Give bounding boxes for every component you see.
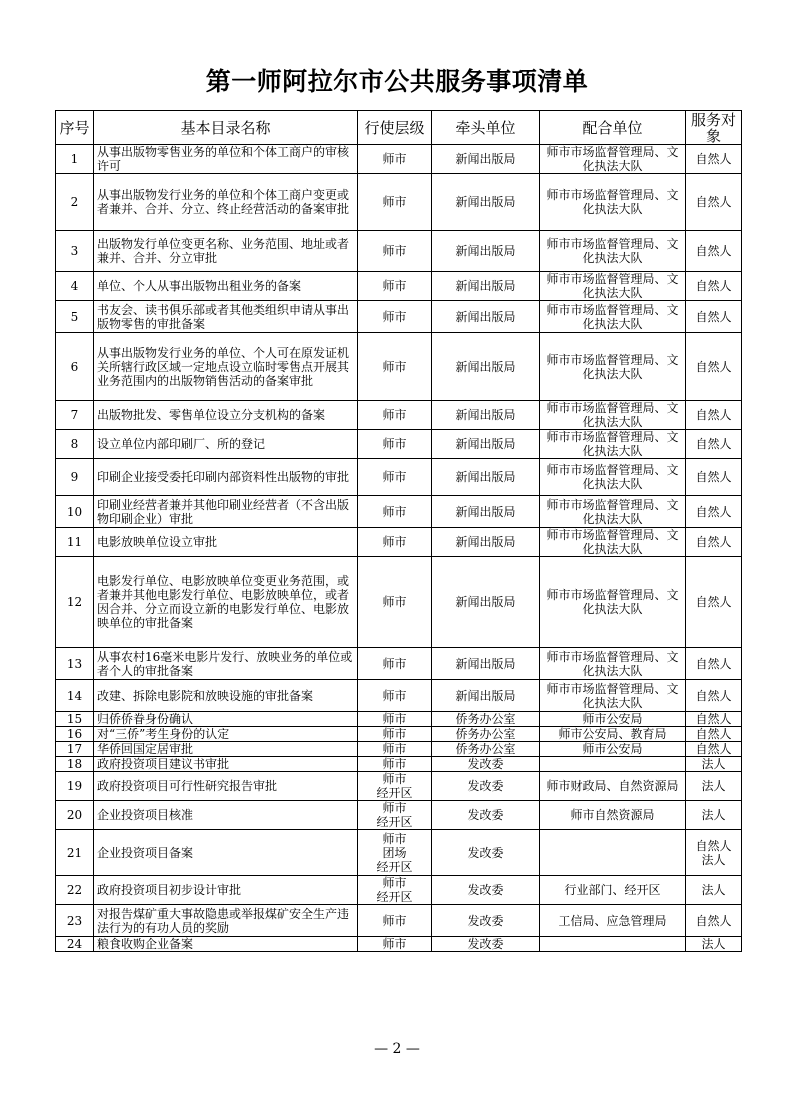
table-row	[56, 727, 742, 742]
cell-level: 师市	[358, 742, 432, 757]
cell-name: 对报告煤矿重大事故隐患或举报煤矿安全生产违法行为的有功人员的奖励	[94, 905, 358, 937]
table-row	[56, 680, 742, 712]
cell-lead: 新闻出版局	[432, 231, 540, 272]
cell-no: 14	[56, 680, 94, 712]
cell-lead: 侨务办公室	[432, 712, 540, 727]
cell-coop: 师市市场监督管理局、文化执法大队	[540, 459, 686, 496]
cell-coop: 工信局、应急管理局	[540, 905, 686, 937]
cell-target: 自然人	[686, 557, 742, 648]
cell-name: 政府投资项目可行性研究报告审批	[94, 772, 358, 801]
cell-level: 师市	[358, 272, 432, 301]
table-row	[56, 174, 742, 231]
cell-coop: 行业部门、经开区	[540, 876, 686, 905]
cell-coop: 师市市场监督管理局、文化执法大队	[540, 496, 686, 528]
cell-level: 师市	[358, 937, 432, 952]
cell-name: 改建、拆除电影院和放映设施的审批备案	[94, 680, 358, 712]
cell-lead: 发改委	[432, 772, 540, 801]
cell-level: 师市	[358, 905, 432, 937]
cell-level: 师市	[358, 648, 432, 680]
cell-lead: 新闻出版局	[432, 496, 540, 528]
cell-level: 师市	[358, 496, 432, 528]
cell-name: 对“三侨”考生身份的认定	[94, 727, 358, 742]
cell-level: 师市	[358, 231, 432, 272]
cell-target: 自然人	[686, 459, 742, 496]
cell-target: 自然人	[686, 174, 742, 231]
cell-target: 自然人	[686, 905, 742, 937]
cell-level: 师市 团场 经开区	[358, 830, 432, 876]
table-row	[56, 905, 742, 937]
cell-coop: 师市市场监督管理局、文化执法大队	[540, 231, 686, 272]
cell-no: 8	[56, 430, 94, 459]
cell-no: 5	[56, 301, 94, 333]
cell-no: 19	[56, 772, 94, 801]
cell-name: 企业投资项目备案	[94, 830, 358, 876]
cell-target: 自然人	[686, 272, 742, 301]
cell-lead: 侨务办公室	[432, 742, 540, 757]
cell-level: 师市	[358, 528, 432, 557]
table-row	[56, 648, 742, 680]
page-title: 第一师阿拉尔市公共服务事项清单	[205, 67, 589, 96]
table-row	[56, 712, 742, 727]
service-items-table	[55, 110, 742, 952]
cell-level: 师市	[358, 301, 432, 333]
cell-target: 自然人 法人	[686, 830, 742, 876]
cell-lead: 侨务办公室	[432, 727, 540, 742]
cell-name: 归侨侨眷身份确认	[94, 712, 358, 727]
cell-name: 从事出版物发行业务的单位、个人可在原发证机关所辖行政区域一定地点设立临时零售点开展其业务范围内的出版物销售活动的备案审批	[94, 333, 358, 401]
cell-no: 16	[56, 727, 94, 742]
table-row	[56, 231, 742, 272]
cell-name: 印刷企业接受委托印刷内部资料性出版物的审批	[94, 459, 358, 496]
cell-name: 设立单位内部印刷厂、所的登记	[94, 430, 358, 459]
cell-level: 师市	[358, 727, 432, 742]
cell-target: 自然人	[686, 648, 742, 680]
cell-no: 21	[56, 830, 94, 876]
cell-coop: 师市市场监督管理局、文化执法大队	[540, 272, 686, 301]
table-row	[56, 272, 742, 301]
cell-no: 3	[56, 231, 94, 272]
cell-no: 1	[56, 145, 94, 174]
cell-target: 自然人	[686, 401, 742, 430]
cell-name: 单位、个人从事出版物出租业务的备案	[94, 272, 358, 301]
table-row	[56, 401, 742, 430]
table-row	[56, 557, 742, 648]
cell-name: 从事出版物发行业务的单位和个体工商户变更或者兼并、合并、分立、终止经营活动的备案审批	[94, 174, 358, 231]
cell-coop	[540, 937, 686, 952]
table-row	[56, 459, 742, 496]
cell-no: 22	[56, 876, 94, 905]
cell-coop: 师市公安局、教育局	[540, 727, 686, 742]
cell-level: 师市	[358, 459, 432, 496]
cell-coop: 师市自然资源局	[540, 801, 686, 830]
header-level: 行使层级	[358, 111, 432, 145]
header-lead: 牵头单位	[432, 111, 540, 145]
cell-name: 政府投资项目初步设计审批	[94, 876, 358, 905]
table-row	[56, 301, 742, 333]
cell-lead: 发改委	[432, 905, 540, 937]
cell-level: 师市	[358, 712, 432, 727]
cell-level: 师市	[358, 333, 432, 401]
cell-lead: 新闻出版局	[432, 333, 540, 401]
table-row	[56, 757, 742, 772]
cell-lead: 新闻出版局	[432, 430, 540, 459]
cell-target: 自然人	[686, 301, 742, 333]
cell-target: 法人	[686, 937, 742, 952]
cell-no: 11	[56, 528, 94, 557]
cell-name: 政府投资项目建议书审批	[94, 757, 358, 772]
cell-target: 自然人	[686, 528, 742, 557]
cell-lead: 新闻出版局	[432, 648, 540, 680]
cell-no: 9	[56, 459, 94, 496]
cell-level: 师市	[358, 401, 432, 430]
table-row	[56, 333, 742, 401]
cell-no: 12	[56, 557, 94, 648]
cell-coop: 师市市场监督管理局、文化执法大队	[540, 401, 686, 430]
header-coop: 配合单位	[540, 111, 686, 145]
cell-level: 师市 经开区	[358, 801, 432, 830]
cell-name: 从事出版物零售业务的单位和个体工商户的审核许可	[94, 145, 358, 174]
cell-no: 17	[56, 742, 94, 757]
cell-lead: 新闻出版局	[432, 401, 540, 430]
cell-lead: 新闻出版局	[432, 145, 540, 174]
cell-name: 书友会、读书俱乐部或者其他类组织申请从事出版物零售的审批备案	[94, 301, 358, 333]
cell-level: 师市	[358, 145, 432, 174]
cell-target: 法人	[686, 772, 742, 801]
cell-coop: 师市市场监督管理局、文化执法大队	[540, 680, 686, 712]
cell-name: 出版物批发、零售单位设立分支机构的备案	[94, 401, 358, 430]
cell-no: 24	[56, 937, 94, 952]
cell-name: 华侨回国定居审批	[94, 742, 358, 757]
cell-coop	[540, 757, 686, 772]
cell-target: 法人	[686, 876, 742, 905]
cell-lead: 发改委	[432, 757, 540, 772]
cell-target: 法人	[686, 801, 742, 830]
cell-level: 师市	[358, 757, 432, 772]
cell-lead: 新闻出版局	[432, 528, 540, 557]
cell-no: 7	[56, 401, 94, 430]
cell-level: 师市	[358, 174, 432, 231]
table-header-row	[56, 111, 742, 145]
cell-lead: 新闻出版局	[432, 680, 540, 712]
cell-target: 自然人	[686, 727, 742, 742]
cell-level: 师市 经开区	[358, 876, 432, 905]
cell-lead: 新闻出版局	[432, 459, 540, 496]
cell-coop	[540, 830, 686, 876]
cell-lead: 发改委	[432, 830, 540, 876]
cell-coop: 师市市场监督管理局、文化执法大队	[540, 333, 686, 401]
table-row	[56, 772, 742, 801]
cell-name: 电影发行单位、电影放映单位变更业务范围，或者兼并其他电影发行单位、电影放映单位，或者因合并、分立而设立新的电影发行单位、电影放映单位的审批备案	[94, 557, 358, 648]
cell-lead: 新闻出版局	[432, 301, 540, 333]
cell-name: 粮食收购企业备案	[94, 937, 358, 952]
cell-name: 电影放映单位设立审批	[94, 528, 358, 557]
cell-name: 从事农村16毫米电影片发行、放映业务的单位或者个人的审批备案	[94, 648, 358, 680]
header-name: 基本目录名称	[94, 111, 358, 145]
cell-target: 自然人	[686, 231, 742, 272]
cell-level: 师市 经开区	[358, 772, 432, 801]
cell-lead: 发改委	[432, 937, 540, 952]
cell-coop: 师市市场监督管理局、文化执法大队	[540, 174, 686, 231]
cell-no: 18	[56, 757, 94, 772]
table-row	[56, 528, 742, 557]
cell-level: 师市	[358, 430, 432, 459]
header-no: 序号	[56, 111, 94, 145]
cell-lead: 发改委	[432, 876, 540, 905]
cell-target: 自然人	[686, 333, 742, 401]
cell-no: 2	[56, 174, 94, 231]
cell-name: 印刷业经营者兼并其他印刷业经营者（不含出版物印刷企业）审批	[94, 496, 358, 528]
table-row	[56, 145, 742, 174]
cell-coop: 师市市场监督管理局、文化执法大队	[540, 430, 686, 459]
cell-level: 师市	[358, 680, 432, 712]
cell-target: 自然人	[686, 496, 742, 528]
cell-coop: 师市公安局	[540, 712, 686, 727]
cell-target: 自然人	[686, 430, 742, 459]
page-number: — 2 —	[374, 1041, 420, 1057]
cell-name: 企业投资项目核准	[94, 801, 358, 830]
cell-level: 师市	[358, 557, 432, 648]
cell-coop: 师市市场监督管理局、文化执法大队	[540, 648, 686, 680]
cell-lead: 发改委	[432, 801, 540, 830]
header-target: 服务对象	[686, 111, 742, 145]
table-body	[56, 145, 742, 952]
table-row	[56, 742, 742, 757]
cell-coop: 师市公安局	[540, 742, 686, 757]
cell-target: 自然人	[686, 742, 742, 757]
cell-no: 10	[56, 496, 94, 528]
cell-lead: 新闻出版局	[432, 272, 540, 301]
cell-no: 4	[56, 272, 94, 301]
cell-no: 20	[56, 801, 94, 830]
cell-coop: 师市市场监督管理局、文化执法大队	[540, 557, 686, 648]
cell-coop: 师市市场监督管理局、文化执法大队	[540, 145, 686, 174]
cell-target: 自然人	[686, 145, 742, 174]
cell-target: 自然人	[686, 680, 742, 712]
cell-name: 出版物发行单位变更名称、业务范围、地址或者兼并、合并、分立审批	[94, 231, 358, 272]
cell-lead: 新闻出版局	[432, 557, 540, 648]
table-row	[56, 430, 742, 459]
table-row	[56, 830, 742, 876]
table-row	[56, 937, 742, 952]
table-row	[56, 801, 742, 830]
cell-coop: 师市市场监督管理局、文化执法大队	[540, 301, 686, 333]
cell-no: 15	[56, 712, 94, 727]
cell-no: 13	[56, 648, 94, 680]
cell-no: 6	[56, 333, 94, 401]
cell-lead: 新闻出版局	[432, 174, 540, 231]
table-row	[56, 876, 742, 905]
cell-target: 法人	[686, 757, 742, 772]
table-row	[56, 496, 742, 528]
cell-no: 23	[56, 905, 94, 937]
cell-target: 自然人	[686, 712, 742, 727]
cell-coop: 师市财政局、自然资源局	[540, 772, 686, 801]
cell-coop: 师市市场监督管理局、文化执法大队	[540, 528, 686, 557]
